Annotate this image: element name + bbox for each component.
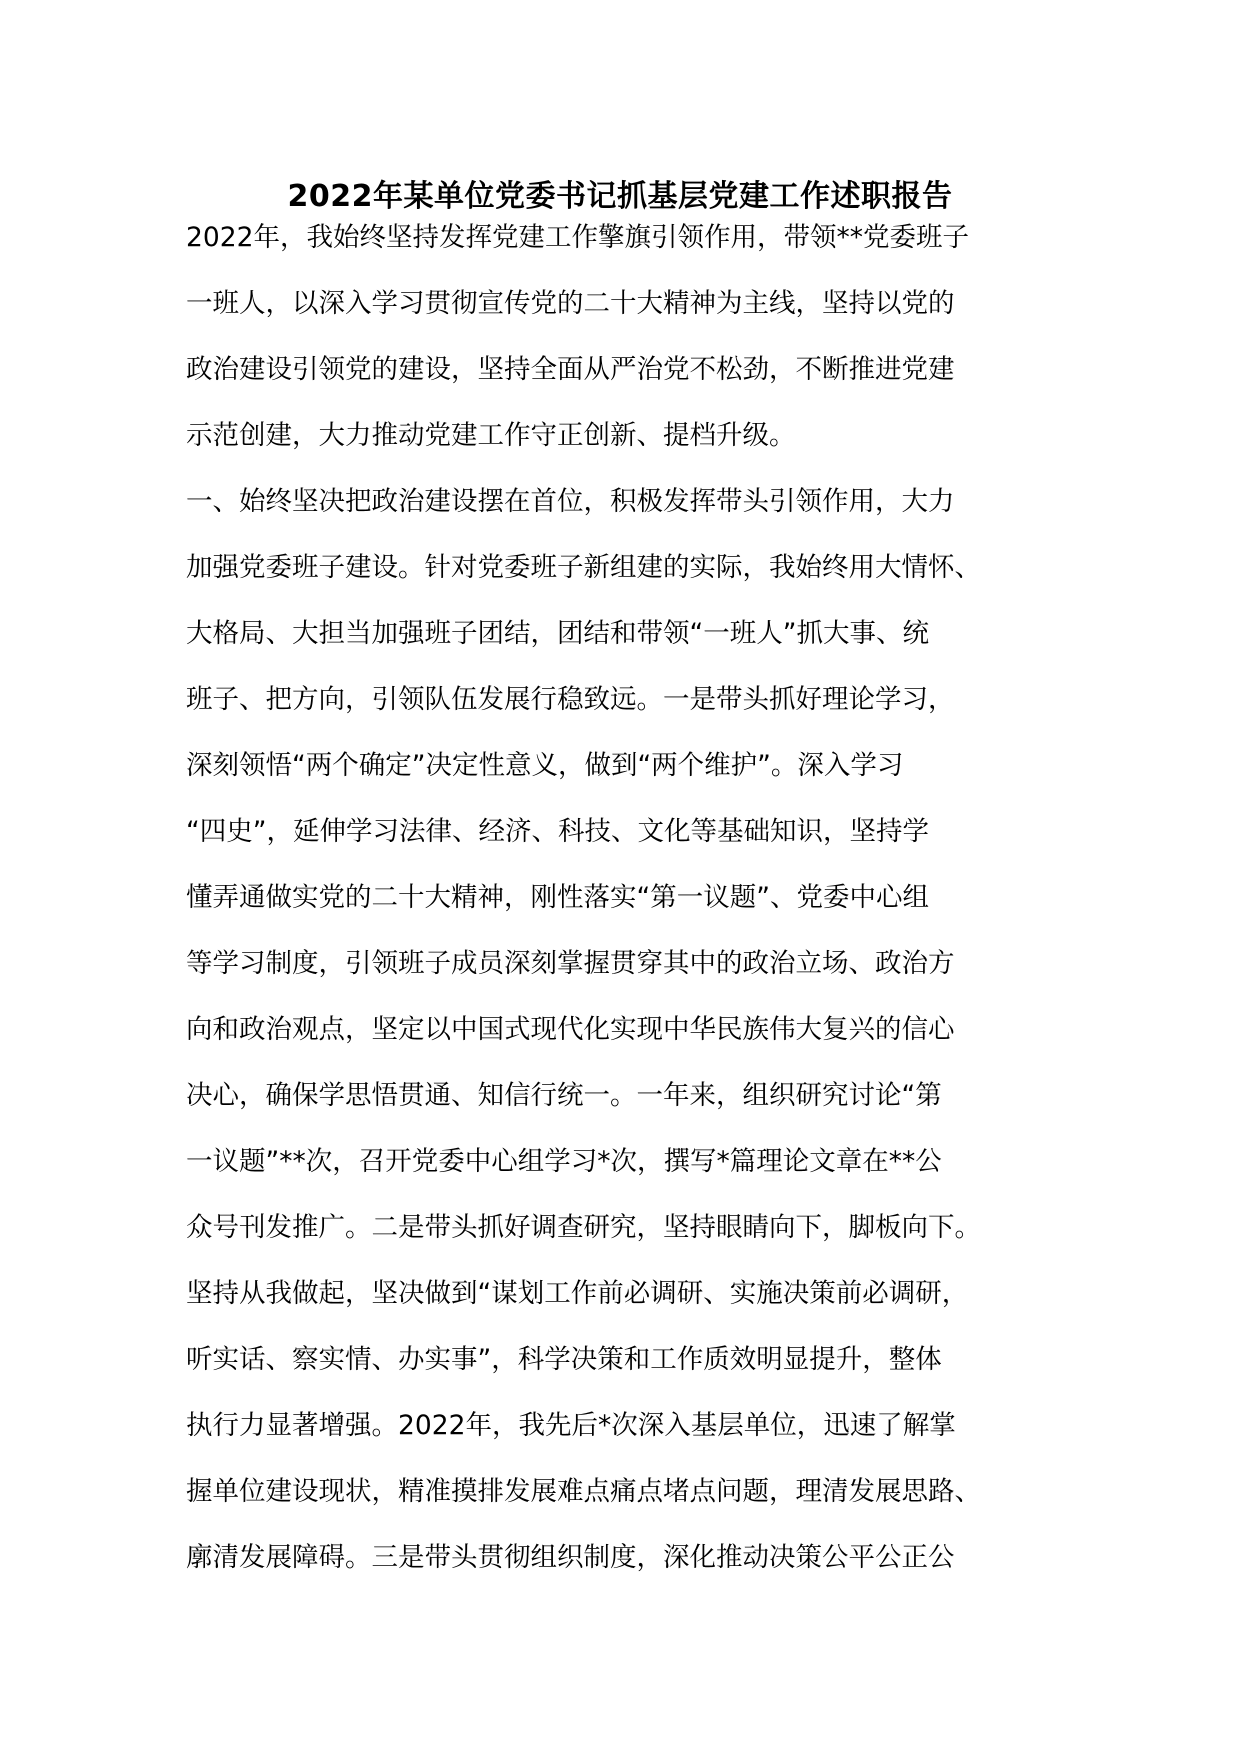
body-line: 懂弄通做实党的二十大精神，刚性落实“第一议题”、党委中心组	[186, 882, 929, 913]
body-line: 一议题”**次，召开党委中心组学习*次，撰写*篇理论文章在**公	[186, 1146, 942, 1177]
body-line: 班子、把方向，引领队伍发展行稳致远。一是带头抓好理论学习，	[186, 684, 955, 715]
body-line: 执行力显著增强。2022年，我先后*次深入基层单位，迅速了解掌	[186, 1410, 956, 1441]
body-line: 一班人，以深入学习贯彻宣传党的二十大精神为主线，坚持以党的	[186, 288, 955, 319]
body-line: 大格局、大担当加强班子团结，团结和带领“一班人”抓大事、统	[186, 618, 929, 649]
body-line: 加强党委班子建设。针对党委班子新组建的实际，我始终用大情怀、	[186, 552, 981, 583]
body-line: “四史”，延伸学习法律、经济、科技、文化等基础知识，坚持学	[186, 816, 929, 847]
body-line: 众号刊发推广。二是带头抓好调查研究，坚持眼睛向下，脚板向下。	[186, 1212, 981, 1243]
body-line: 廓清发展障碍。三是带头贯彻组织制度，深化推动决策公平公正公	[186, 1542, 955, 1573]
body-line: 决心，确保学思悟贯通、知信行统一。一年来，组织研究讨论“第	[186, 1080, 942, 1111]
body-line: 握单位建设现状，精准摸排发展难点痛点堵点问题，理清发展思路、	[186, 1476, 981, 1507]
document-title: 2022年某单位党委书记抓基层党建工作述职报告	[287, 179, 953, 214]
document-body	[186, 222, 1086, 1624]
body-line: 政治建设引领党的建设，坚持全面从严治党不松劲，不断推进党建	[186, 354, 955, 385]
body-line: 等学习制度，引领班子成员深刻掌握贯穿其中的政治立场、政治方	[186, 948, 955, 979]
body-line: 向和政治观点，坚定以中国式现代化实现中华民族伟大复兴的信心	[186, 1014, 955, 1045]
body-line: 坚持从我做起，坚决做到“谋划工作前必调研、实施决策前必调研，	[186, 1278, 969, 1309]
body-line: 2022年，我始终坚持发挥党建工作擎旗引领作用，带领**党委班子	[186, 222, 969, 253]
body-line: 听实话、察实情、办实事”，科学决策和工作质效明显提升，整体	[186, 1344, 942, 1375]
body-line: 示范创建，大力推动党建工作守正创新、提档升级。	[186, 420, 796, 451]
body-line: 深刻领悟“两个确定”决定性意义，做到“两个维护”。深入学习	[186, 750, 904, 781]
section-heading-line: 一、始终坚决把政治建设摆在首位，积极发挥带头引领作用，大力	[186, 486, 955, 517]
